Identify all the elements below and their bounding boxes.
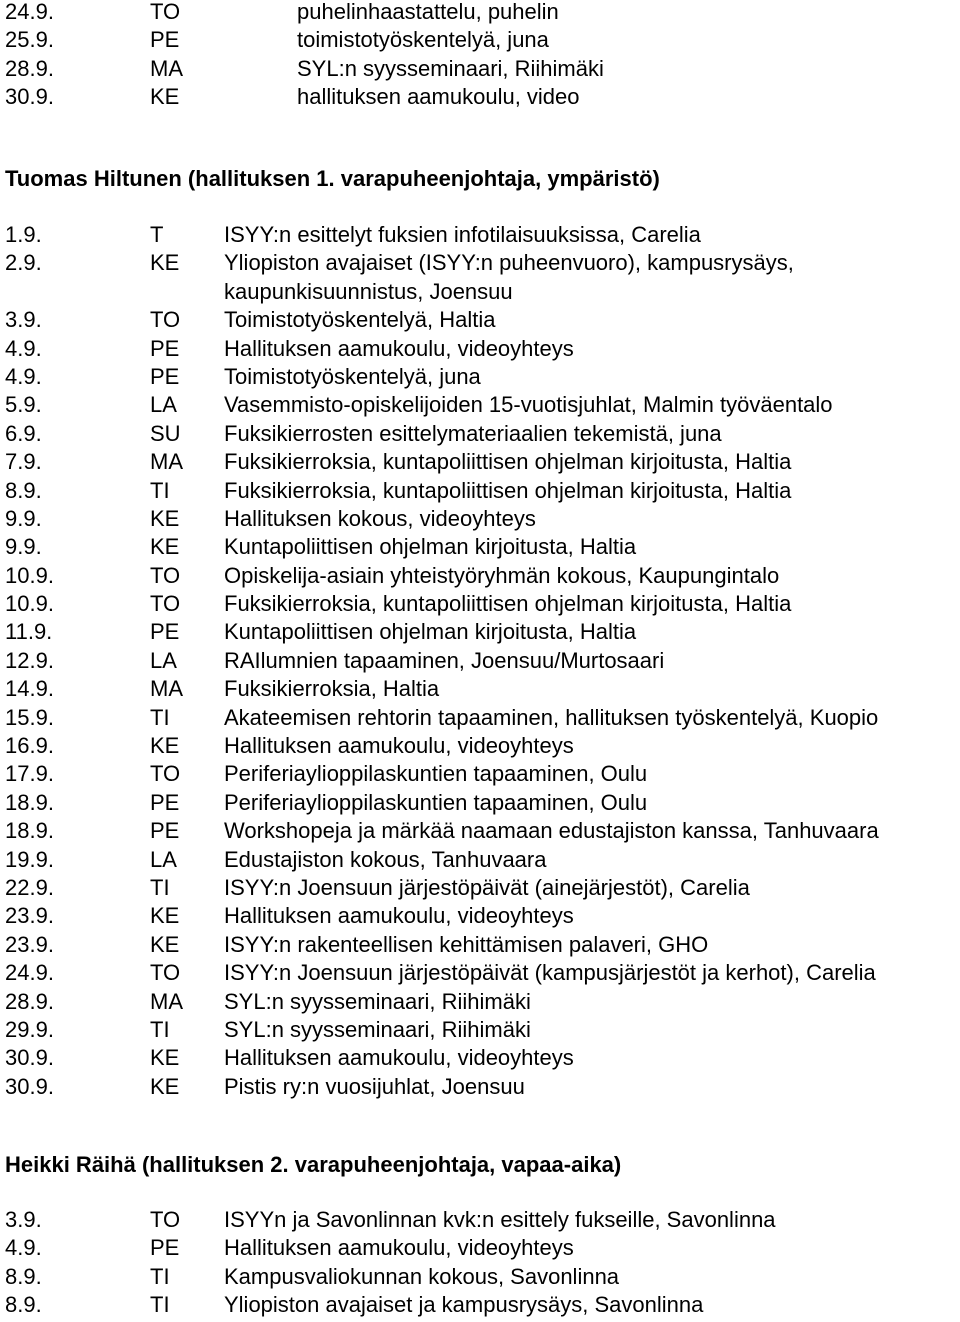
entry-weekday: T <box>150 222 164 247</box>
schedule-row <box>0 902 960 930</box>
entry-description: RAIlumnien tapaaminen, Joensuu/Murtosaari <box>224 647 665 673</box>
schedule-row <box>0 363 960 391</box>
schedule-row <box>0 420 960 448</box>
entry-date: 7.9. <box>5 449 42 475</box>
schedule-row <box>0 959 960 987</box>
schedule-row <box>0 306 960 334</box>
entry-description: Vasemmisto-opiskelijoiden 15-vuotisjuhlat, Malmin työväentalo <box>224 392 833 418</box>
entry-weekday: TI <box>150 704 170 730</box>
entry-date: 17.9. <box>5 761 54 787</box>
entry-date: 8.9. <box>5 1263 42 1289</box>
entry-description: Kuntapoliittisen ohjelman kirjoitusta, Haltia <box>224 534 637 560</box>
entry-weekday: PE <box>150 789 180 815</box>
entry-weekday: PE <box>150 818 180 844</box>
entry-description: Opiskelija-asiain yhteistyöryhmän kokous, Kaupungintalo <box>224 562 780 588</box>
schedule-row <box>0 1234 960 1262</box>
entry-date: 19.9. <box>5 846 54 872</box>
entry-description: Periferiaylioppilaskuntien tapaaminen, Oulu <box>224 761 648 787</box>
entry-date: 16.9. <box>5 733 54 759</box>
entry-weekday: MA <box>150 988 183 1014</box>
schedule-row <box>0 618 960 646</box>
schedule-row <box>0 448 960 476</box>
schedule-row <box>0 1291 960 1319</box>
schedule-row <box>0 1206 960 1234</box>
schedule-row <box>0 1016 960 1044</box>
section-heading-tuomas-hiltunen: Tuomas Hiltunen (hallituksen 1. varapuheenjohtaja, ympäristö) <box>5 166 660 191</box>
entry-weekday: PE <box>150 619 180 645</box>
entry-date: 4.9. <box>5 1235 42 1261</box>
entry-date: 15.9. <box>5 704 54 730</box>
entry-date: 1.9. <box>5 222 42 247</box>
entry-description: Hallituksen aamukoulu, videoyhteys <box>224 335 574 361</box>
entry-weekday: KE <box>150 931 180 957</box>
entry-description: Kuntapoliittisen ohjelman kirjoitusta, Haltia <box>224 619 637 645</box>
schedule-section-intro <box>0 0 960 112</box>
entry-date: 12.9. <box>5 647 54 673</box>
entry-weekday: LA <box>150 392 177 418</box>
entry-description: kaupunkisuunnistus, Joensuu <box>224 278 513 304</box>
entry-weekday: TI <box>150 1292 170 1318</box>
entry-weekday: TI <box>150 874 170 900</box>
entry-weekday: TO <box>150 591 181 617</box>
entry-date: 18.9. <box>5 789 54 815</box>
schedule-row <box>0 931 960 959</box>
entry-description: SYL:n syysseminaari, Riihimäki <box>297 55 604 81</box>
entry-date: 11.9. <box>5 619 53 645</box>
entry-date: 24.9. <box>5 0 54 24</box>
entry-date: 8.9. <box>5 1292 42 1318</box>
entry-date: 10.9. <box>5 562 54 588</box>
entry-weekday: TI <box>150 477 170 503</box>
schedule-row <box>0 675 960 703</box>
entry-description: ISYY:n Joensuun järjestöpäivät (kampusjärjestöt ja kerhot), Carelia <box>224 960 876 986</box>
entry-date: 30.9. <box>5 1045 54 1071</box>
entry-weekday: TO <box>150 562 181 588</box>
entry-date: 18.9. <box>5 818 54 844</box>
entry-description: Yliopiston avajaiset ja kampusrysäys, Savonlinna <box>224 1292 704 1318</box>
entry-description: ISYY:n Joensuun järjestöpäivät (ainejärjestöt), Carelia <box>224 874 750 900</box>
entry-weekday: PE <box>150 27 180 53</box>
schedule-row <box>0 1263 960 1291</box>
entry-date: 23.9. <box>5 931 54 957</box>
entry-date: 22.9. <box>5 874 54 900</box>
entry-weekday: KE <box>150 250 180 276</box>
schedule-row <box>0 26 960 54</box>
entry-description: Fuksikierroksia, kuntapoliittisen ohjelman kirjoitusta, Haltia <box>224 477 792 503</box>
entry-description: ISYYn ja Savonlinnan kvk:n esittely fukseille, Savonlinna <box>224 1207 776 1232</box>
schedule-section-heikki-raiha <box>0 1206 960 1320</box>
entry-date: 14.9. <box>5 676 54 702</box>
entry-date: 3.9. <box>5 1207 42 1232</box>
schedule-row <box>0 505 960 533</box>
schedule-row <box>0 0 960 26</box>
schedule-row <box>0 988 960 1016</box>
entry-date: 10.9. <box>5 591 54 617</box>
schedule-row <box>0 732 960 760</box>
entry-date: 25.9. <box>5 27 54 53</box>
schedule-row <box>0 335 960 363</box>
entry-weekday: PE <box>150 335 180 361</box>
entry-weekday: TO <box>150 761 181 787</box>
entry-weekday: TO <box>150 0 181 24</box>
schedule-section-tuomas-hiltunen <box>0 221 960 1101</box>
entry-description: Hallituksen aamukoulu, videoyhteys <box>224 1045 574 1071</box>
entry-description: Periferiaylioppilaskuntien tapaaminen, Oulu <box>224 789 648 815</box>
entry-description: Pistis ry:n vuosijuhlat, Joensuu <box>224 1073 525 1099</box>
schedule-row <box>0 249 960 277</box>
entry-date: 28.9. <box>5 55 54 81</box>
schedule-row <box>0 704 960 732</box>
entry-description: Workshopeja ja märkää naamaan edustajiston kanssa, Tanhuvaara <box>224 818 879 844</box>
entry-description: Kampusvaliokunnan kokous, Savonlinna <box>224 1263 620 1289</box>
entry-date: 9.9. <box>5 534 42 560</box>
schedule-row <box>0 55 960 83</box>
schedule-row <box>0 817 960 845</box>
entry-weekday: TI <box>150 1016 170 1042</box>
entry-weekday: SU <box>150 420 181 446</box>
section-heading-heikki-raiha: Heikki Räihä (hallituksen 2. varapuheenjohtaja, vapaa-aika) <box>5 1152 622 1177</box>
entry-date: 8.9. <box>5 477 42 503</box>
entry-date: 24.9. <box>5 960 54 986</box>
entry-weekday: KE <box>150 1073 180 1099</box>
entry-date: 4.9. <box>5 363 42 389</box>
entry-date: 4.9. <box>5 335 42 361</box>
entry-weekday: KE <box>150 534 180 560</box>
entry-description: Edustajiston kokous, Tanhuvaara <box>224 846 547 872</box>
entry-description: puhelinhaastattelu, puhelin <box>297 0 559 24</box>
schedule-row <box>0 590 960 618</box>
entry-date: 5.9. <box>5 392 42 418</box>
schedule-row <box>0 1073 960 1101</box>
entry-date: 3.9. <box>5 307 42 333</box>
schedule-row <box>0 760 960 788</box>
schedule-row <box>0 83 960 111</box>
schedule-row <box>0 221 960 249</box>
entry-description: ISYY:n rakenteellisen kehittämisen palaveri, GHO <box>224 931 709 957</box>
entry-weekday: KE <box>150 84 180 110</box>
entry-weekday: KE <box>150 903 180 929</box>
entry-date: 29.9. <box>5 1016 54 1042</box>
entry-description: Fuksikierrosten esittelymateriaalien tekemistä, juna <box>224 420 722 446</box>
schedule-row <box>0 477 960 505</box>
entry-description: Fuksikierroksia, Haltia <box>224 676 440 702</box>
entry-date: 28.9. <box>5 988 54 1014</box>
entry-weekday: TI <box>150 1263 170 1289</box>
entry-description: Hallituksen kokous, videoyhteys <box>224 505 536 531</box>
entry-weekday: MA <box>150 449 183 475</box>
entry-weekday: PE <box>150 1235 180 1261</box>
entry-weekday: KE <box>150 1045 180 1071</box>
schedule-row <box>0 562 960 590</box>
entry-weekday: TO <box>150 1207 181 1232</box>
entry-description: SYL:n syysseminaari, Riihimäki <box>224 988 531 1014</box>
entry-date: 6.9. <box>5 420 42 446</box>
entry-description: ISYY:n esittelyt fuksien infotilaisuuksissa, Carelia <box>224 222 701 247</box>
entry-weekday: LA <box>150 846 177 872</box>
entry-date: 30.9. <box>5 84 54 110</box>
schedule-row <box>0 391 960 419</box>
entry-description: Hallituksen aamukoulu, videoyhteys <box>224 1235 574 1261</box>
entry-date: 2.9. <box>5 250 42 276</box>
entry-description: Hallituksen aamukoulu, videoyhteys <box>224 733 574 759</box>
entry-description: Fuksikierroksia, kuntapoliittisen ohjelman kirjoitusta, Haltia <box>224 449 792 475</box>
entry-description: toimistotyöskentelyä, juna <box>297 27 549 53</box>
entry-description: Fuksikierroksia, kuntapoliittisen ohjelman kirjoitusta, Haltia <box>224 591 792 617</box>
schedule-row <box>0 647 960 675</box>
entry-date: 23.9. <box>5 903 54 929</box>
schedule-row-continuation <box>0 278 960 306</box>
schedule-row <box>0 846 960 874</box>
entry-weekday: MA <box>150 55 183 81</box>
entry-date: 30.9. <box>5 1073 54 1099</box>
entry-weekday: LA <box>150 647 177 673</box>
entry-date: 9.9. <box>5 505 42 531</box>
entry-weekday: KE <box>150 505 180 531</box>
entry-weekday: KE <box>150 733 180 759</box>
entry-weekday: MA <box>150 676 183 702</box>
entry-weekday: TO <box>150 960 181 986</box>
entry-description: Akateemisen rehtorin tapaaminen, hallituksen työskentelyä, Kuopio <box>224 704 879 730</box>
entry-weekday: TO <box>150 307 181 333</box>
schedule-row <box>0 789 960 817</box>
entry-description: hallituksen aamukoulu, video <box>297 84 580 110</box>
schedule-row <box>0 533 960 561</box>
entry-weekday: PE <box>150 363 180 389</box>
schedule-row <box>0 1044 960 1072</box>
entry-description: Toimistotyöskentelyä, Haltia <box>224 307 496 333</box>
entry-description: Hallituksen aamukoulu, videoyhteys <box>224 903 574 929</box>
schedule-row <box>0 874 960 902</box>
entry-description: SYL:n syysseminaari, Riihimäki <box>224 1016 531 1042</box>
entry-description: Toimistotyöskentelyä, juna <box>224 363 481 389</box>
entry-description: Yliopiston avajaiset (ISYY:n puheenvuoro), kampusrysäys, <box>224 250 794 276</box>
